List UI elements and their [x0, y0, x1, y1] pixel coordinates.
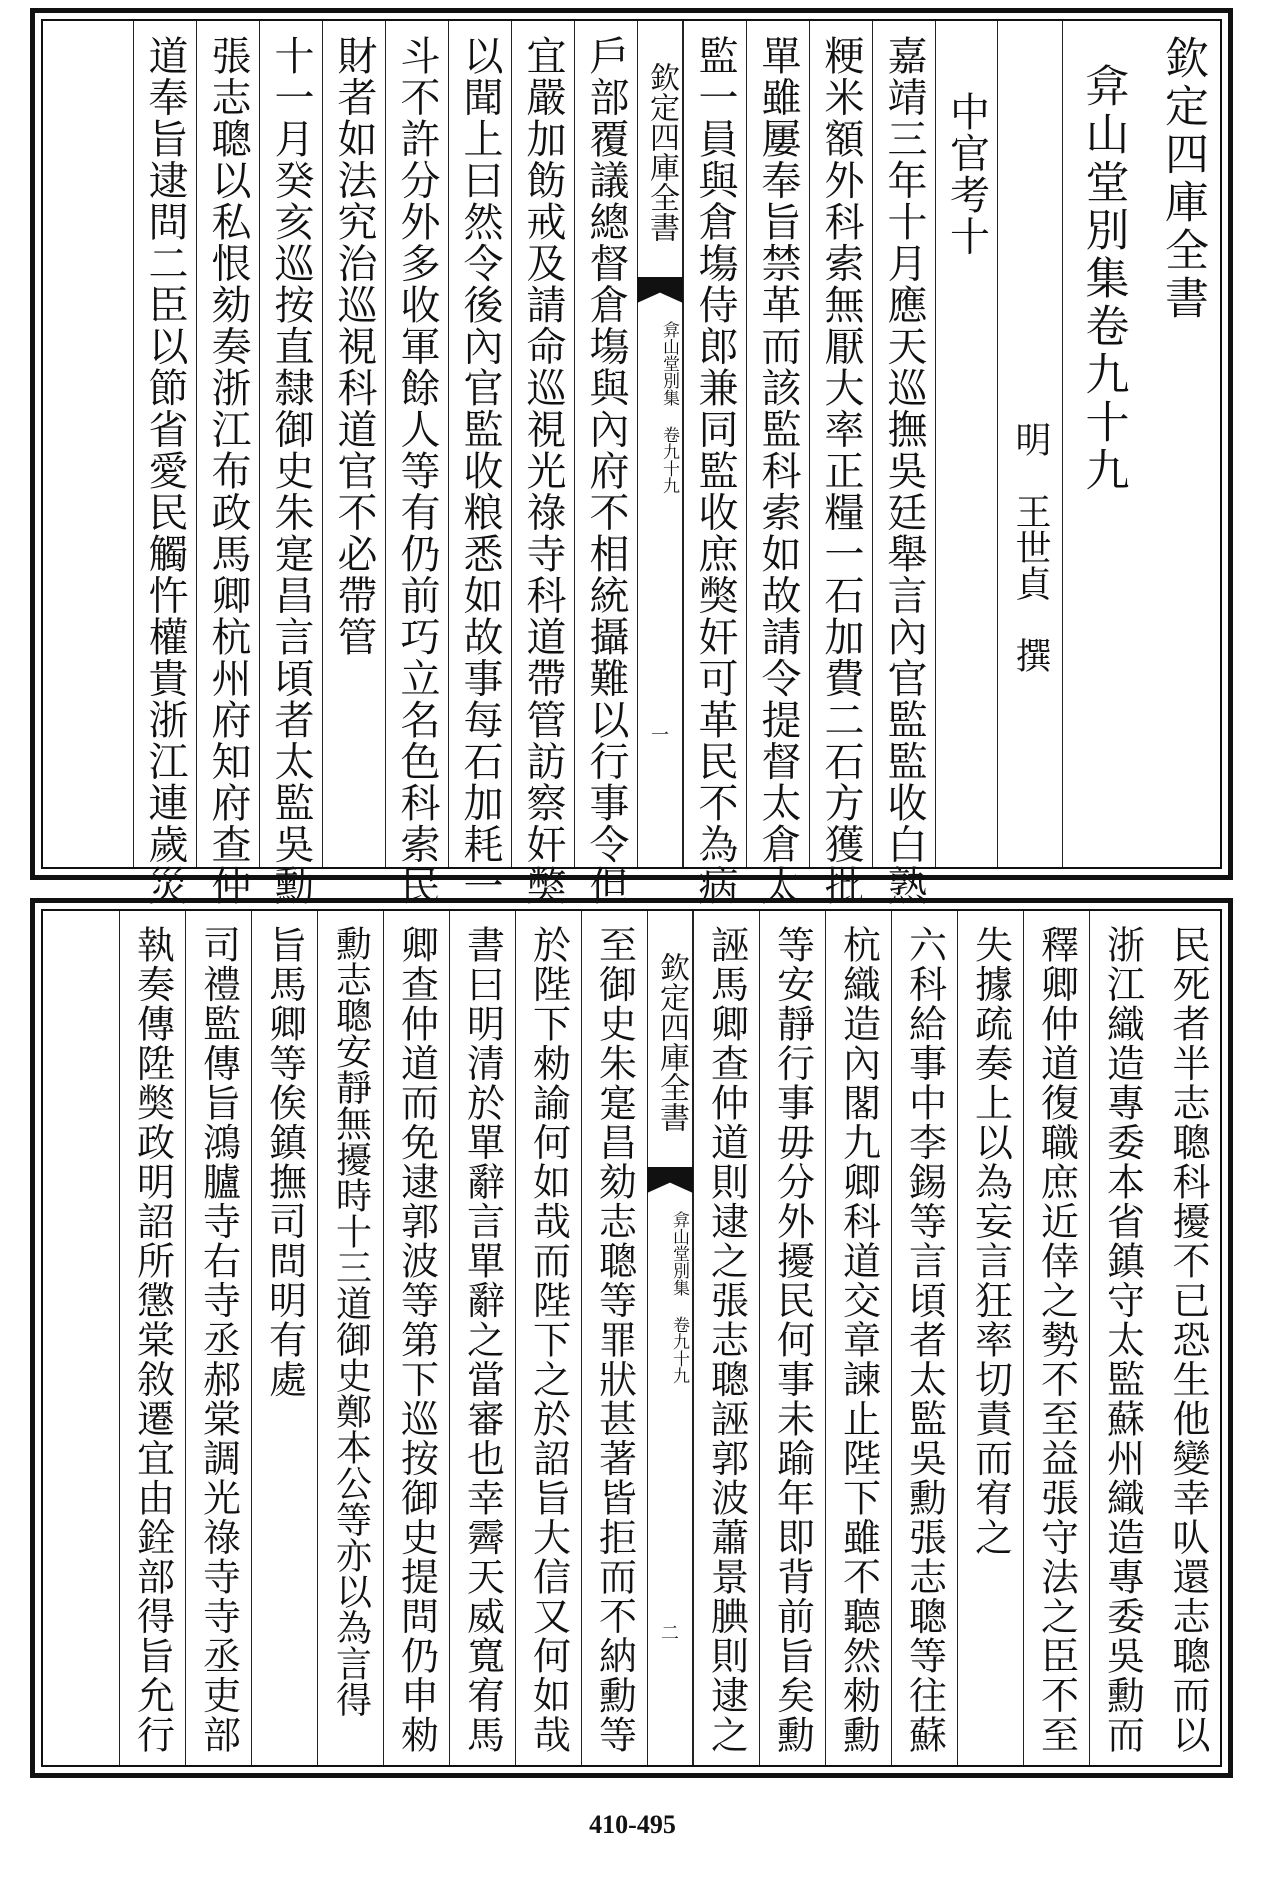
heart-book-title: 弇山堂別集 卷九十九 [669, 1211, 689, 1384]
text-column-9 [581, 911, 647, 1765]
book-title-column [1142, 21, 1222, 867]
column-text: 張志聰以私恨劾奏浙江布政馬卿杭州府知府查仲 [205, 35, 251, 907]
column-text: 至御史朱寔昌劾志聰等罪狀甚著皆拒而不納勳等 [592, 925, 637, 1755]
column-text: 嘉靖三年十月應天巡撫吳廷舉言內官監監收白熟 [881, 35, 927, 907]
column-text: 於陛下勑諭何如哉而陛下之於詔旨大信又何如哉 [526, 925, 571, 1755]
text-column-13 [317, 911, 383, 1765]
column-text: 宜嚴加飭戒及請命巡視光祿寺科道帶管訪察奸獘 [520, 35, 566, 907]
page-top [30, 8, 1233, 907]
heart-page-number: 一 [651, 725, 669, 746]
text-column-11 [449, 911, 515, 1765]
column-text: 監一員與倉塲侍郎兼同監收庶獘奸可革民不為病 [692, 35, 738, 907]
text-column-2 [1089, 911, 1155, 1765]
column-text: 粳米額外科索無厭大率正糧一石加費二石方獲批 [818, 35, 864, 907]
text-column-8 [385, 21, 448, 907]
column-text: 執奏傳陞獘政明詔所懲棠敘遷宜由銓部得旨允行 [130, 925, 175, 1755]
fish-tail-mark [647, 1167, 693, 1193]
column-text: 失據疏奏上以為妄言狂率切責而宥之 [968, 925, 1013, 1557]
column-text: 民死者半志聰科擾不已恐生他變幸㕥還志聰而以 [1166, 925, 1210, 1755]
heart-title: 欽定四庫全書 [644, 62, 679, 242]
book-title: 欽定四庫全書 [1157, 35, 1208, 323]
column-text: 道奉旨逮問二臣以節省愛民觸忤權貴浙江連歲災 [142, 35, 188, 907]
author-column [997, 21, 1062, 867]
text-column-6 [511, 21, 574, 907]
fish-tail-mark [637, 277, 683, 303]
text-column-10 [259, 21, 322, 907]
text-column-9 [322, 21, 385, 867]
column-text: 杭織造內閣九卿科道交章諫止陛下雖不聽然勑勳 [836, 925, 881, 1755]
text-column-3 [746, 21, 809, 907]
column-text: 財者如法究治巡視科道官不必帶管 [331, 35, 377, 658]
fold-heart [647, 911, 693, 1765]
text-column-8 [693, 911, 759, 1765]
column-text: 戶部覆議總督倉塲與內府不相統攝難以行事令但 [583, 35, 629, 907]
text-column-11 [196, 21, 259, 907]
text-column-7 [759, 911, 825, 1765]
author-name: 王世貞 [1010, 493, 1051, 601]
column-text: 勳志聰安靜無擾時十三道御史鄭本公等亦以為言得 [330, 925, 372, 1717]
column-text: 誣馬卿查仲道則逮之張志聰誣郭波蕭景腆則逮之 [704, 925, 749, 1755]
column-text: 以聞上曰然令後內官監收粮悉如故事每石加耗一 [457, 35, 503, 907]
section-title: 中官考十 [943, 91, 990, 257]
page-footer-number: 410-495 [589, 1810, 676, 1839]
heart-title: 欽定四庫全書 [654, 952, 689, 1132]
column-text: 十一月癸亥巡按直隸御史朱寔昌言頃者太監吳勳 [268, 35, 314, 907]
text-column-5 [891, 911, 957, 1765]
text-column-2 [809, 21, 872, 907]
text-column-12 [133, 21, 196, 907]
column-text: 等安靜行事毋分外擾民何事未踰年即背前旨矣勳 [770, 925, 815, 1755]
text-column-1 [1155, 911, 1221, 1765]
column-text: 釋卿仲道復職庶近倖之勢不至益張守法之臣不至 [1034, 925, 1079, 1755]
text-column-3 [1023, 911, 1089, 1765]
column-text: 卿查仲道而免逮郭波等第下巡按御史提問仍申勑 [394, 925, 439, 1755]
page-bottom [30, 898, 1233, 1778]
text-column-15 [185, 911, 251, 1765]
page-frame [41, 909, 1222, 1767]
text-column-5 [574, 21, 637, 907]
text-column-10 [515, 911, 581, 1765]
text-column-6 [825, 911, 891, 1765]
text-column-16 [119, 911, 185, 1765]
heart-page-number: 二 [661, 1623, 679, 1644]
author-role: 撰 [1010, 637, 1051, 673]
column-text: 司禮監傳旨鴻臚寺右寺丞郝棠調光祿寺寺丞吏部 [196, 925, 241, 1755]
text-column-4 [683, 21, 746, 907]
column-text: 單雖屢奉旨禁革而該監科索如故請令提督太倉太 [755, 35, 801, 907]
heart-book-title: 弇山堂別集 卷九十九 [659, 321, 679, 494]
author-dynasty: 明 [1010, 421, 1051, 457]
text-column-7 [448, 21, 511, 907]
column-text: 旨馬卿等俟鎮撫司問明有處 [262, 925, 307, 1399]
column-text: 書曰明清於單辭言單辭之當審也幸霽天威寬宥馬 [460, 925, 505, 1755]
page-frame [41, 19, 1222, 907]
volume-title: 弇山堂別集卷九十九 [1077, 63, 1129, 495]
column-text: 斗不許分外多收軍餘人等有仍前巧立名色科索民 [394, 35, 440, 907]
column-text: 浙江織造專委本省鎮守太監蘇州織造專委吳勳而 [1100, 925, 1145, 1755]
fold-heart [637, 21, 683, 867]
text-column-14 [251, 911, 317, 1765]
text-column-4 [957, 911, 1023, 1765]
text-column-12 [383, 911, 449, 1765]
text-column-1 [872, 21, 935, 907]
column-text: 六科給事中李錫等言頃者太監吳勳張志聰等往蘇 [902, 925, 947, 1755]
section-column [935, 21, 997, 867]
volume-title-column [1062, 21, 1142, 867]
